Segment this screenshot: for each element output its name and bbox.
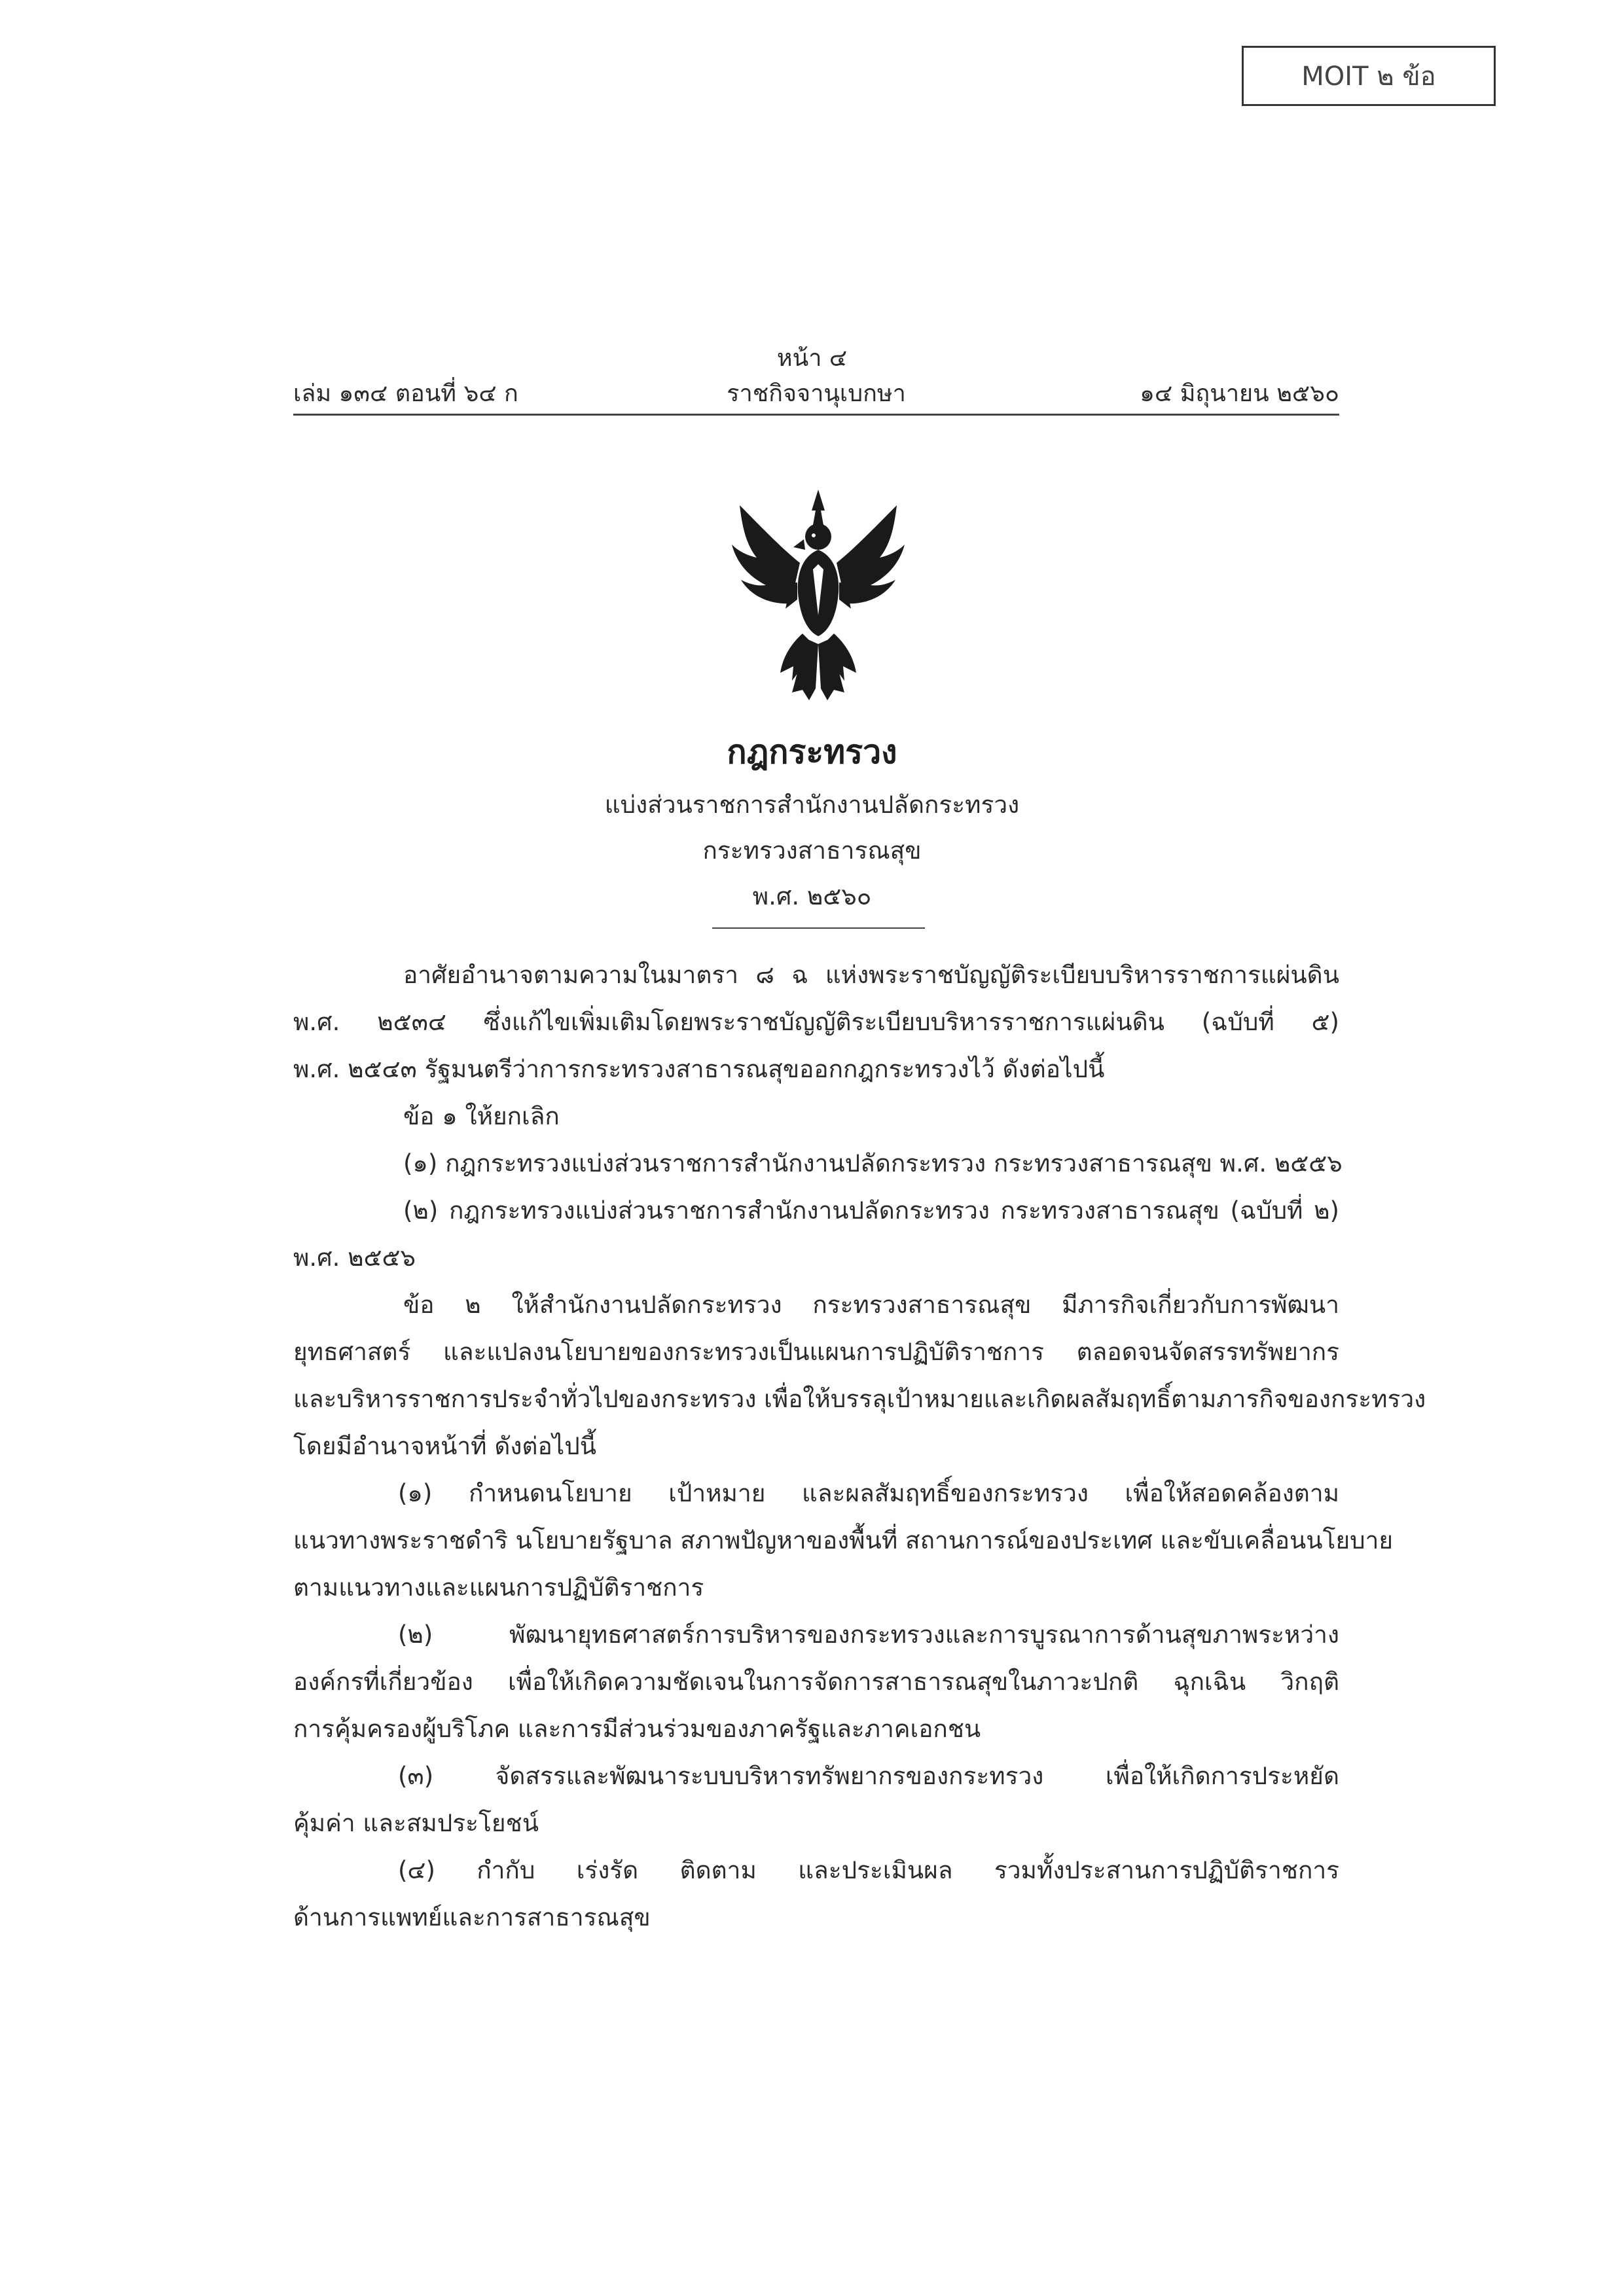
clause-2-line-3: และบริหารราชการประจำทั่วไปของกระทรวง เพื่อให้บรรลุเป้าหมายและเกิดผลสัมฤทธิ์ตามภารกิจของกระทรวง [293,1385,1426,1413]
item-4-line-2: ด้านการแพทย์และการสาธารณสุข [293,1903,651,1931]
stamp-text: MOIT ๒ ข้อ [1301,62,1436,92]
subtitle-line-2: กระทรวงสาธารณสุข [702,836,922,865]
publication-date: ๑๔ มิถุนายน ๒๕๖๐ [1140,380,1339,407]
gazette-name: ราชกิจจานุเบกษา [727,380,906,407]
volume-issue: เล่ม ๑๓๔ ตอนที่ ๖๔ ก [293,380,518,407]
item-4-line-1: (๔) กำกับ เร่งรัด ติดตาม และประเมินผล รวมทั้งประสานการปฏิบัติราชการ [398,1856,1339,1884]
item-1-line-3: ตามแนวทางและแผนการปฏิบัติราชการ [293,1573,704,1602]
garuda-emblem-icon [720,484,916,707]
header-rule [293,414,1339,416]
subtitle-year: พ.ศ. ๒๕๖๐ [752,882,872,910]
clause-1-item-2-line-1: (๒) กฎกระทรวงแบ่งส่วนราชการสำนักงานปลัดกระทรวง กระทรวงสาธารณสุข (ฉบับที่ ๒) [403,1196,1339,1225]
document-title: กฎกระทรวง [727,733,897,771]
preamble-line-3: พ.ศ. ๒๕๔๓ รัฐมนตรีว่าการกระทรวงสาธารณสุขออกกฎกระทรวงไว้ ดังต่อไปนี้ [293,1055,1105,1083]
clause-2-line-1: ข้อ ๒ ให้สำนักงานปลัดกระทรวง กระทรวงสาธารณสุข มีภารกิจเกี่ยวกับการพัฒนา [403,1291,1339,1319]
item-1-line-2: แนวทางพระราชดำริ นโยบายรัฐบาล สภาพปัญหาของพื้นที่ สถานการณ์ของประเทศ และขับเคลื่อนนโยบาย [293,1526,1394,1554]
item-3-line-2: คุ้มค่า และสมประโยชน์ [293,1809,539,1837]
clause-1-item-2-line-2: พ.ศ. ๒๕๕๖ [293,1244,416,1272]
clause-1-item-1: (๑) กฎกระทรวงแบ่งส่วนราชการสำนักงานปลัดกระทรวง กระทรวงสาธารณสุข พ.ศ. ๒๕๕๖ [403,1149,1343,1177]
clause-1-heading: ข้อ ๑ ให้ยกเลิก [403,1102,560,1130]
page-number: หน้า ๔ [776,345,848,372]
preamble-line-1: อาศัยอำนาจตามความในมาตรา ๘ ฉ แห่งพระราชบัญญัติระเบียบบริหารราชการแผ่นดิน [403,961,1339,989]
clause-2-line-2: ยุทธศาสตร์ และแปลงนโยบายของกระทรวงเป็นแผนการปฏิบัติราชการ ตลอดจนจัดสรรทรัพยากร [293,1338,1339,1366]
item-2-line-1: (๒) พัฒนายุทธศาสตร์การบริหารของกระทรวงและการบูรณาการด้านสุขภาพระหว่าง [398,1621,1339,1649]
title-separator [712,927,925,929]
clause-2-line-4: โดยมีอำนาจหน้าที่ ดังต่อไปนี้ [293,1432,597,1460]
gazette-header [293,374,1339,407]
preamble-line-2: พ.ศ. ๒๕๓๔ ซึ่งแก้ไขเพิ่มเติมโดยพระราชบัญญัติระเบียบบริหารราชการแผ่นดิน (ฉบับที่ ๕) [293,1008,1339,1036]
subtitle-line-1: แบ่งส่วนราชการสำนักงานปลัดกระทรวง [604,791,1020,819]
item-2-line-2: องค์กรที่เกี่ยวข้อง เพื่อให้เกิดความชัดเจนในการจัดการสาธารณสุขในภาวะปกติ ฉุกเฉิน วิกฤติ [293,1668,1339,1696]
item-2-line-3: การคุ้มครองผู้บริโภค และการมีส่วนร่วมของภาครัฐและภาคเอกชน [293,1715,981,1743]
item-1-line-1: (๑) กำหนดนโยบาย เป้าหมาย และผลสัมฤทธิ์ของกระทรวง เพื่อให้สอดคล้องตาม [398,1479,1339,1507]
document-stamp [1242,46,1496,106]
item-3-line-1: (๓) จัดสรรและพัฒนาระบบบริหารทรัพยากรของกระทรวง เพื่อให้เกิดการประหยัด [398,1762,1339,1790]
